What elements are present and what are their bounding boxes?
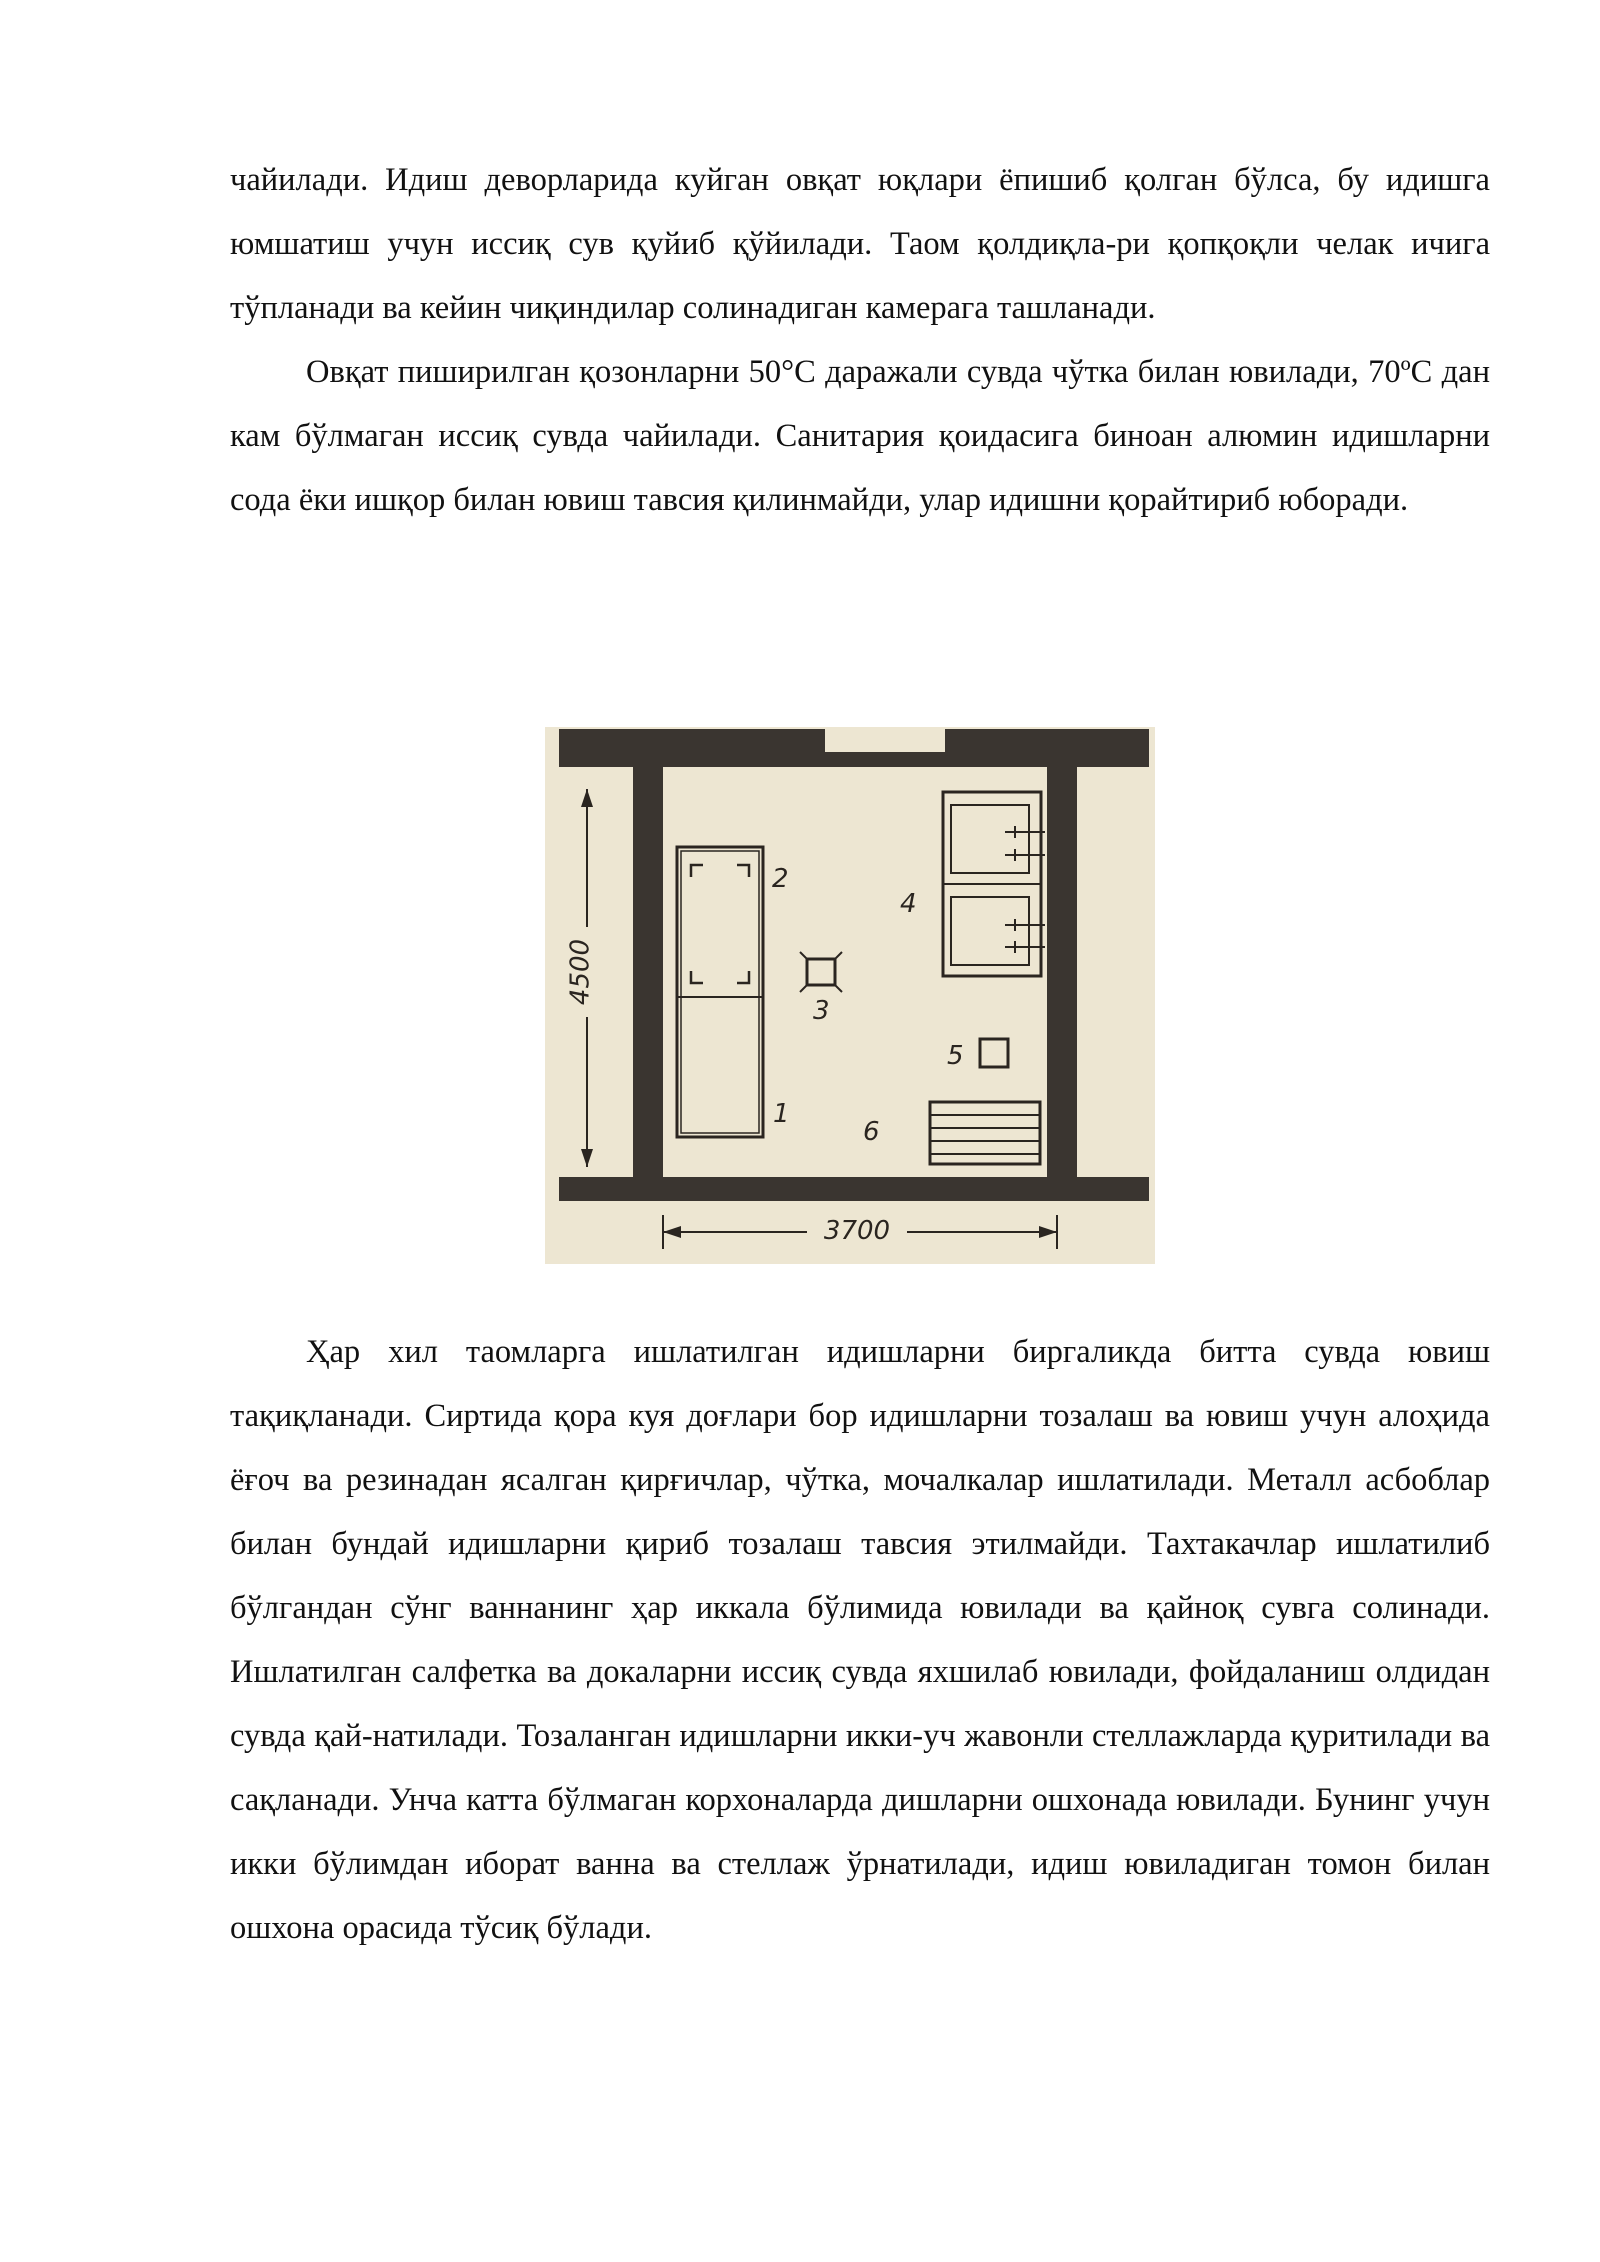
label-1: 1: [773, 1099, 790, 1129]
paragraph: Ҳар хил таомларга ишлатилган идишларни биргаликда битта сувда ювиш тақиқланади. Сиртида қора куя доғлари бор идишларни тозалаш ва ювиш учун алоҳида ёғоч ва резинадан ясалган қирғичлар, чўтка, мочалкалар ишлатилади. Металл асбоблар билан бундай идишларни қириб тозалаш тавсия этилмайди. Тахтакачлар ишлатилиб бўлгандан сўнг ваннанинг ҳар иккала бўлимида ювилади ва қайноқ сувга солинади. Ишлатилган салфетка ва докаларни иссиқ сувда яхшилаб ювилади, фойдаланиш олдидан сувда қай-натилади. Тозаланган идишларни икки-уч жавонли стеллажларда қуритилади ва сақланади. Унча катта бўлмаган корхоналарда дишларни ошхонада ювилади. Бунинг учун икки бўлимдан иборат ванна ва стеллаж ўрнатилади, идиш ювиладиган томон билан ошхона орасида тўсиқ бўлади.: [230, 1334, 1490, 1946]
height-dimension-label: 4500: [565, 938, 596, 1006]
kitchen-floor-plan-figure: [545, 727, 1155, 1264]
paragraph: Овқат пиширилган қозонларни 50°С даражали сувда чўтка билан ювилади, 70ºС дан кам бўлмаган иссиқ сувда чайилади. Санитария қоидасига биноан алюмин идишларни сода ёки ишқор билан ювиш тавсия қилинмайди, улар идишни қорайтириб юборади.: [230, 354, 1490, 518]
counter-1-2: [677, 847, 763, 1137]
label-5: 5: [947, 1041, 964, 1071]
label-6: 6: [863, 1117, 880, 1147]
right-wall: [1047, 765, 1077, 1180]
label-4: 4: [900, 889, 917, 919]
width-dimension-label: 3700: [823, 1216, 891, 1246]
text-block-top: [230, 148, 1490, 532]
box-5: [980, 1039, 1008, 1067]
label-2: 2: [772, 864, 789, 894]
table-3: [807, 959, 835, 985]
label-3: 3: [813, 996, 830, 1026]
paragraph: чайилади. Идиш деворларида куйган овқат юқлари ёпишиб қолган бўлса, бу идишга юмшатиш учун иссиқ сув қуйиб қўйилади. Таом қолдиқла-ри қопқоқли челак ичига тўпланади ва кейин чиқиндилар солинадиган камерага ташланади.: [230, 162, 1490, 326]
bottom-wall: [559, 1177, 1149, 1201]
left-wall: [633, 765, 663, 1180]
top-wall-opening: [825, 729, 945, 753]
text-block-bottom: [230, 1320, 1490, 1960]
